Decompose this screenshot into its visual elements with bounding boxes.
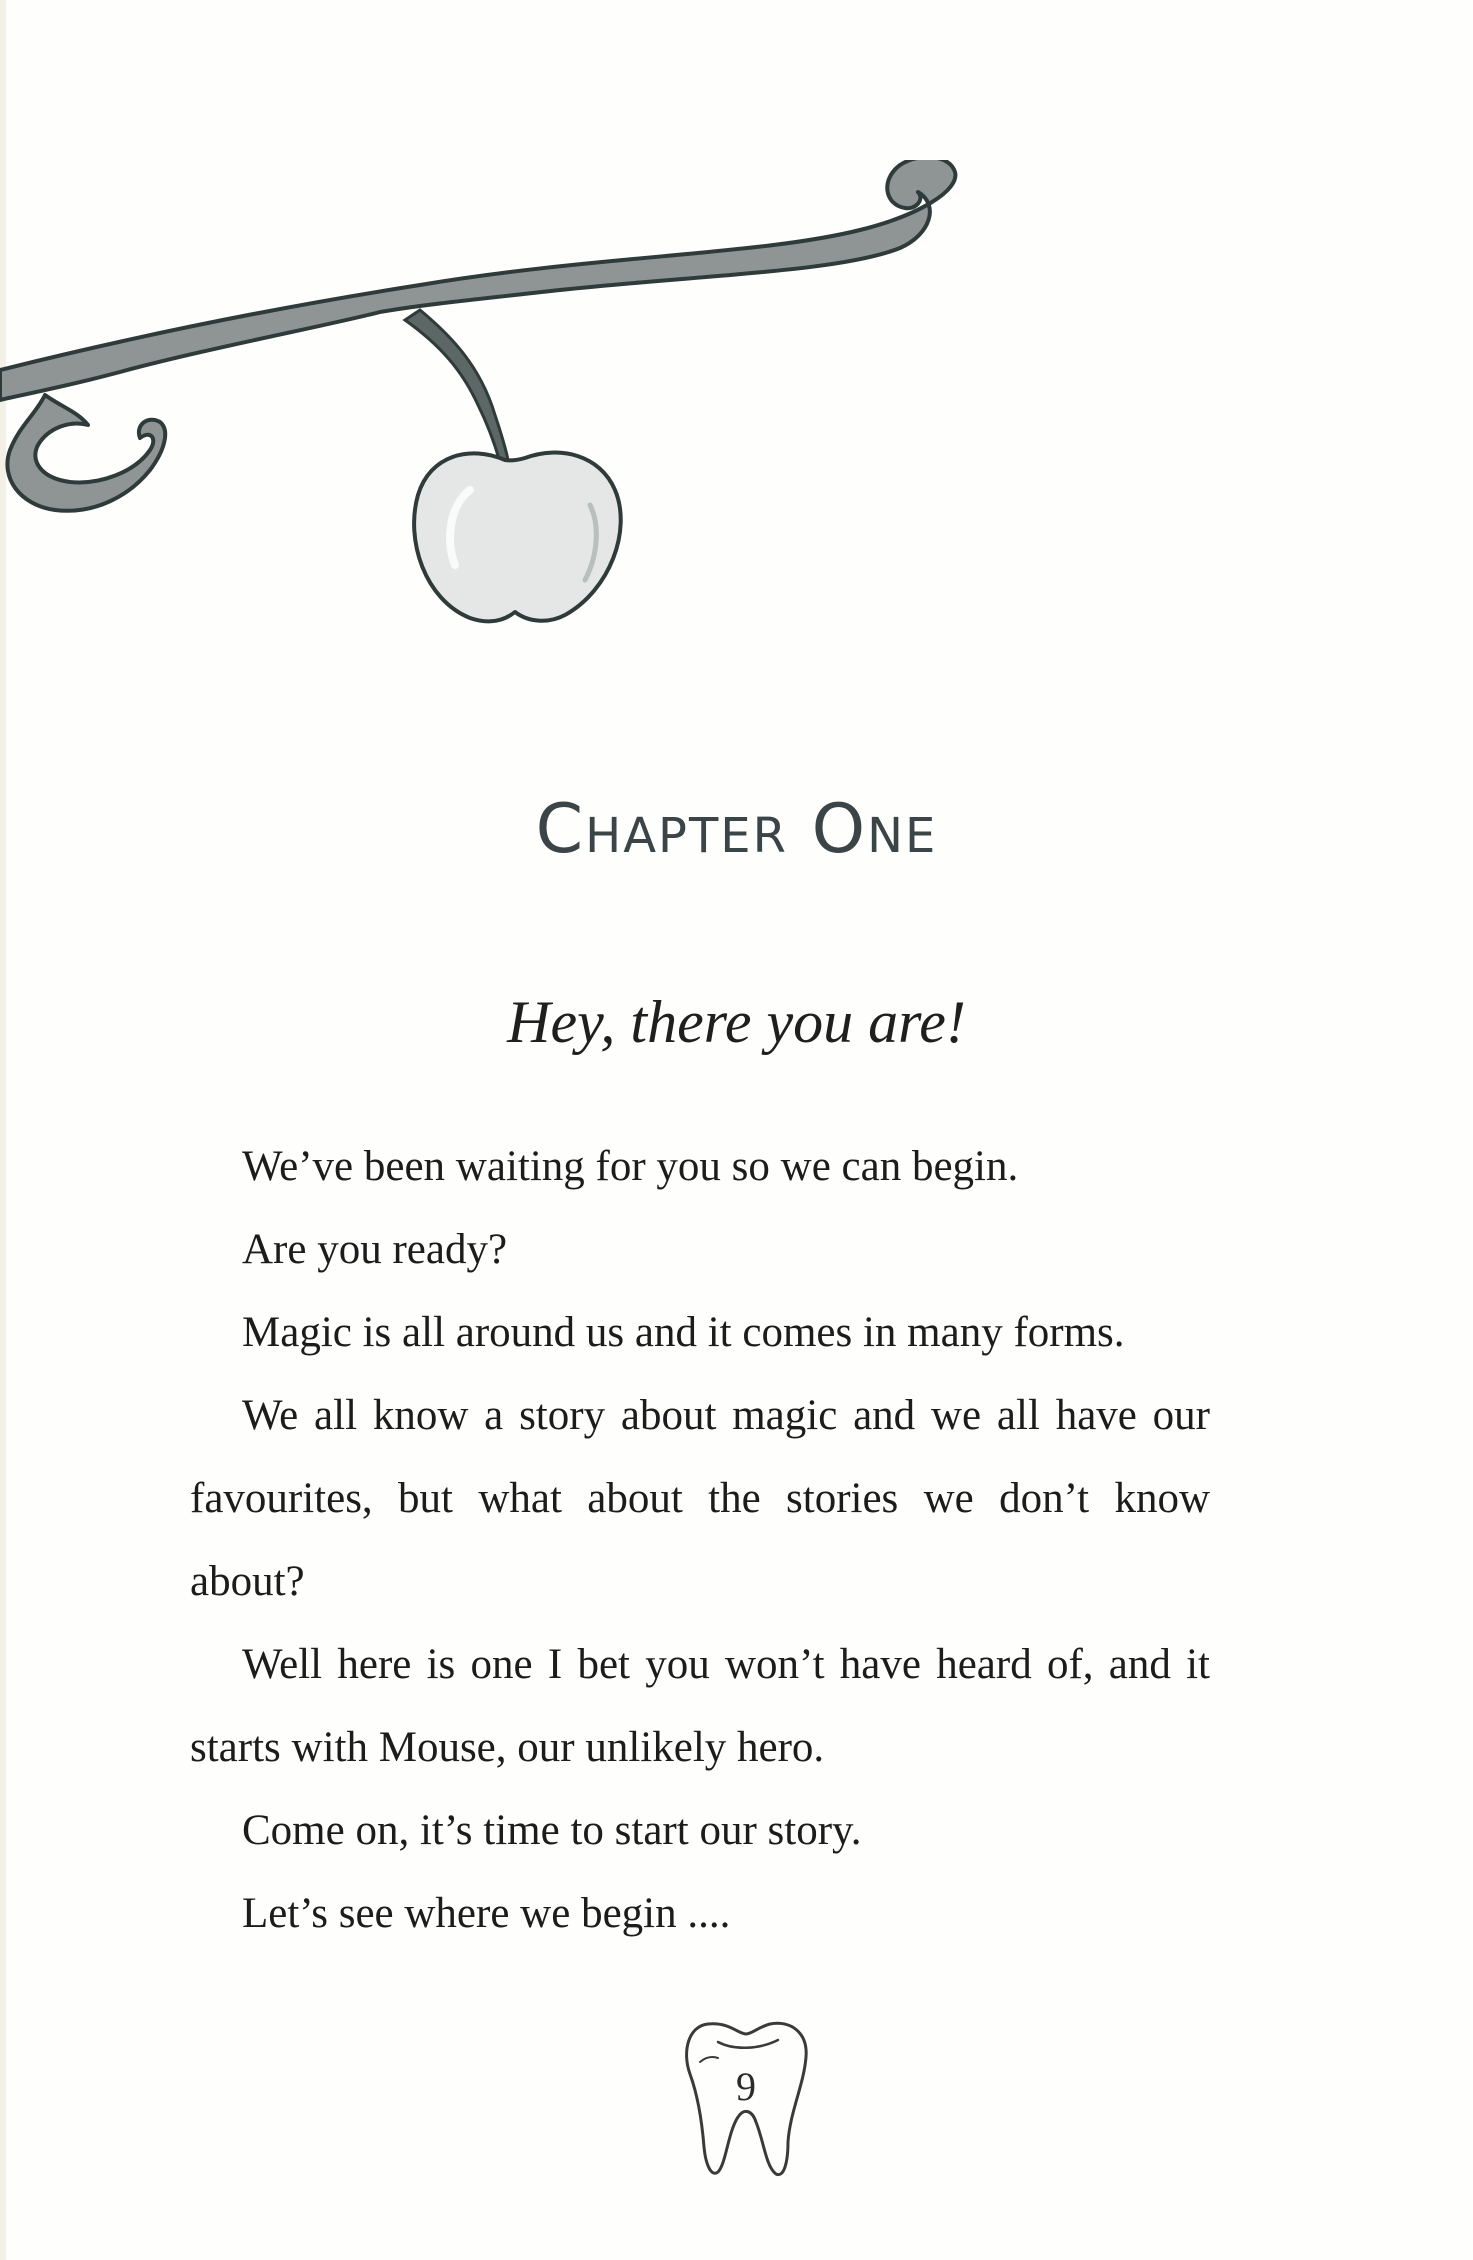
page-number: 9 — [736, 2064, 756, 2109]
paragraph: Well here is one I bet you won’t have heard of, and it starts with Mouse, our unlikely hero. — [190, 1641, 1210, 1771]
paragraph: Come on, it’s time to start our story. — [242, 1807, 862, 1854]
paragraph: Are you ready? — [242, 1226, 508, 1273]
paragraph: We all know a story about magic and we all have our favourites, but what about the stories we don’t know about? — [190, 1392, 1210, 1605]
apple-branch-icon — [0, 160, 980, 640]
body-text — [190, 1125, 1210, 1955]
paragraph: We’ve been waiting for you so we can begin. — [242, 1143, 1019, 1190]
paragraph: Magic is all around us and it comes in many forms. — [242, 1309, 1125, 1356]
chapter-subtitle: Hey, there you are! — [507, 989, 966, 1055]
paragraph: Let’s see where we begin .... — [242, 1890, 731, 1937]
chapter-title: Chapter One — [535, 790, 938, 869]
